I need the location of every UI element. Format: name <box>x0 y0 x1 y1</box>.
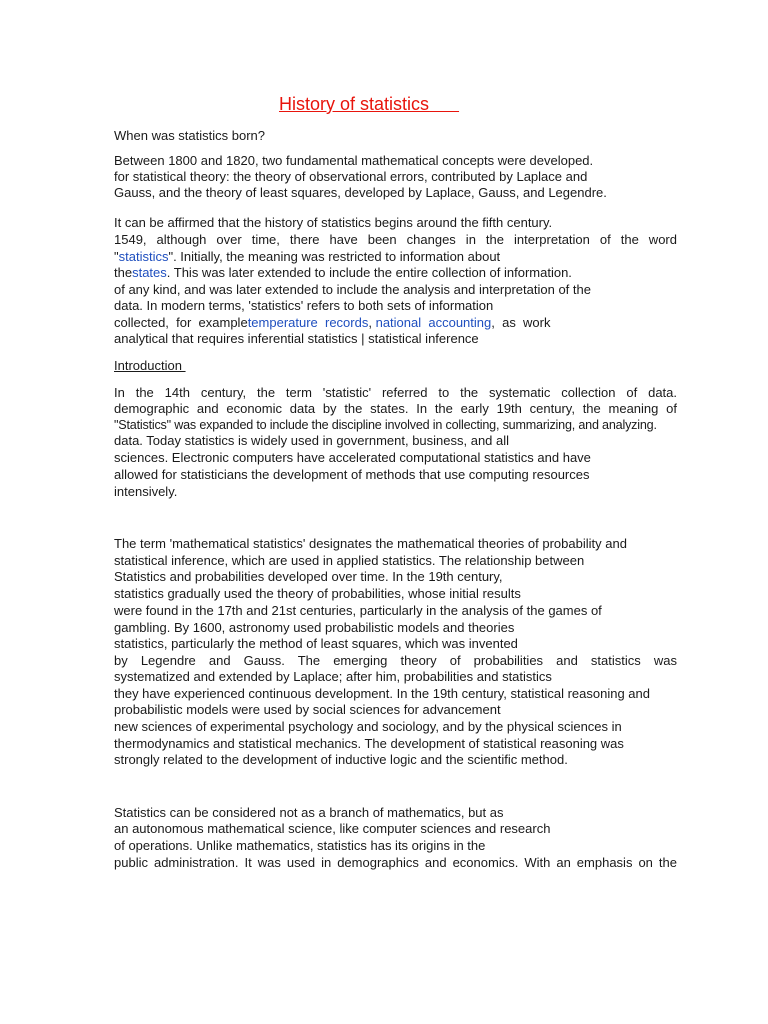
paragraph-2-line: analytical that requires inferential statistics | statistical inference <box>114 331 479 346</box>
paragraph-3-line: allowed for statisticians the development of methods that use computing resources <box>114 467 590 482</box>
national-accounting-link[interactable]: national accounting <box>375 315 492 330</box>
paragraph-4-line: statistics gradually used the theory of probabilities, whose initial results <box>114 586 521 601</box>
paragraph-4-line: thermodynamics and statistical mechanics. The development of statistical reasoning was <box>114 736 624 751</box>
paragraph-4-line: probabilistic models were used by social sciences for advancement <box>114 702 501 717</box>
paragraph-5-line: Statistics can be considered not as a branch of mathematics, but as <box>114 805 504 820</box>
paragraph-4-line: new sciences of experimental psychology and sociology, and by the physical sciences in <box>114 719 622 734</box>
paragraph-2-line: "statistics". Initially, the meaning was restricted to information about <box>114 249 501 264</box>
paragraph-4-line: strongly related to the development of inductive logic and the scientific method. <box>114 752 568 767</box>
paragraph-3-line: data. Today statistics is widely used in government, business, and all <box>114 433 510 448</box>
paragraph-3-line: In the 14th century, the term 'statistic' referred to the systematic collection of data. <box>114 385 677 400</box>
paragraph-3-line: "Statistics" was expanded to include the discipline involved in collecting, summarizing, and analyzing. <box>114 418 657 432</box>
paragraph-1-line: for statistical theory: the theory of observational errors, contributed by Laplace and <box>114 169 588 184</box>
question-heading: When was statistics born? <box>114 128 266 143</box>
paragraph-2-line: 1549, although over time, there have been changes in the interpretation of the word <box>114 232 677 247</box>
paragraph-1-line: Between 1800 and 1820, two fundamental mathematical concepts were developed. <box>114 153 594 168</box>
paragraph-4-line: they have experienced continuous development. In the 19th century, statistical reasoning and <box>114 686 650 701</box>
paragraph-4-line: statistics, particularly the method of least squares, which was invented <box>114 636 518 651</box>
paragraph-1-line: Gauss, and the theory of least squares, developed by Laplace, Gauss, and Legendre. <box>114 185 607 200</box>
paragraph-4-line: were found in the 17th and 21st centuries, particularly in the analysis of the games of <box>114 603 602 618</box>
paragraph-4-line: by Legendre and Gauss. The emerging theory of probabilities and statistics was <box>114 653 677 668</box>
paragraph-4-line: statistical inference, which are used in applied statistics. The relationship between <box>114 553 585 568</box>
page-title: History of statistics <box>279 94 430 114</box>
paragraph-4-line: gambling. By 1600, astronomy used probabilistic models and theories <box>114 620 515 635</box>
states-link[interactable]: states <box>132 265 167 280</box>
introduction-heading: Introduction <box>114 358 186 373</box>
paragraph-4-line: systematized and extended by Laplace; after him, probabilities and statistics <box>114 669 552 684</box>
paragraph-4-line: Statistics and probabilities developed over time. In the 19th century, <box>114 569 503 584</box>
paragraph-4-line: The term 'mathematical statistics' designates the mathematical theories of probability and <box>114 536 627 551</box>
paragraph-2-line: thestates. This was later extended to include the entire collection of information. <box>114 265 572 280</box>
temperature-records-link[interactable]: temperature records <box>247 315 369 330</box>
paragraph-2-line: data. In modern terms, 'statistics' refers to both sets of information <box>114 298 494 313</box>
paragraph-3-line: intensively. <box>114 484 178 499</box>
paragraph-2-line: collected, for exampletemperature records, national accounting, as work <box>114 315 551 330</box>
paragraph-2-line: It can be affirmed that the history of statistics begins around the fifth century. <box>114 215 553 230</box>
paragraph-5-line: public administration. It was used in demographics and economics. With an emphasis on the <box>114 855 677 870</box>
paragraph-3-line: demographic and economic data by the states. In the early 19th century, the meaning of <box>114 401 677 416</box>
paragraph-2-line: of any kind, and was later extended to include the analysis and interpretation of the <box>114 282 591 297</box>
statistics-link[interactable]: statistics <box>118 249 169 264</box>
paragraph-5-line: of operations. Unlike mathematics, statistics has its origins in the <box>114 838 486 853</box>
paragraph-3-line: sciences. Electronic computers have accelerated computational statistics and have <box>114 450 591 465</box>
paragraph-5-line: an autonomous mathematical science, like computer sciences and research <box>114 821 551 836</box>
